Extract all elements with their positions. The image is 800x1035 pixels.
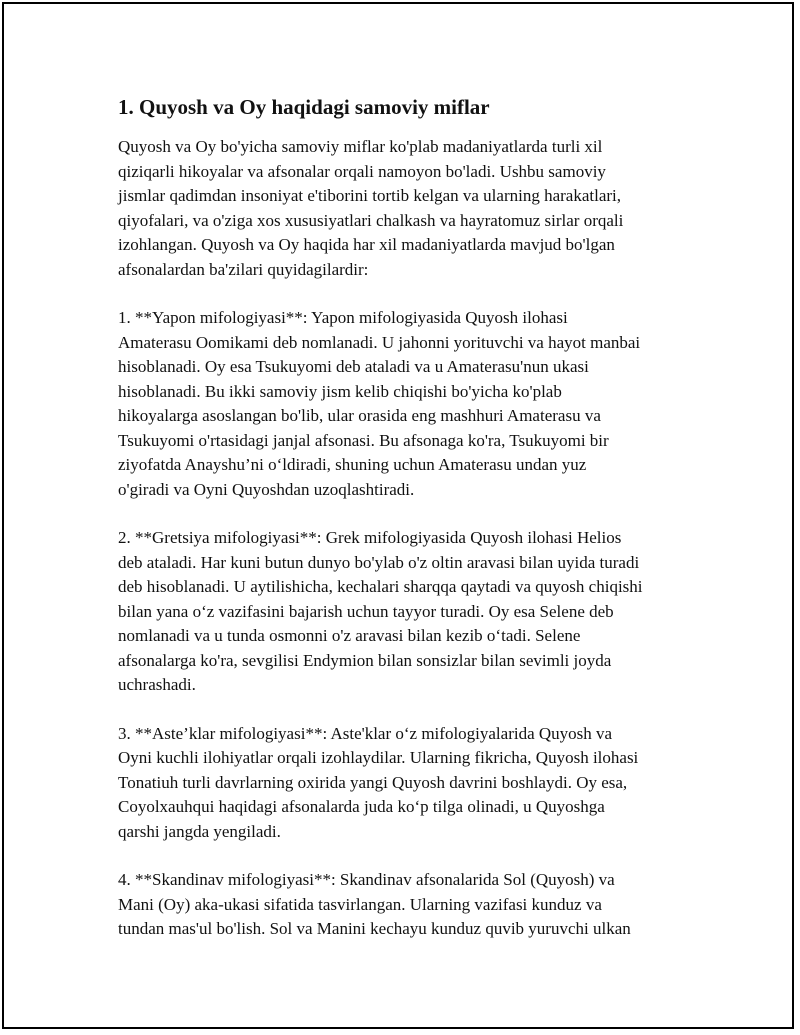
paragraph-norse-mythology: 4. **Skandinav mifologiyasi**: Skandinav afsonalarida Sol (Quyosh) va Mani (Oy) aka-ukasi sifatida tasvirlangan. Ularning vazifasi kunduz va tundan mas'ul bo'lish. Sol va Manini kechayu kunduz quvib yuruvchi ulkan bbox=[118, 870, 631, 938]
paragraph-greek-mythology: 2. **Gretsiya mifologiyasi**: Grek mifologiyasida Quyosh ilohasi Helios deb ataladi. Har kuni butun dunyo bo'ylab o'z oltin aravasi bilan uyida turadi deb hisoblanadi. U aytilishicha, kechalari sharqqa qaytadi va quyosh chiqishi bilan yana o‘z vazifasini bajarish uchun tayyor turadi. Oy esa Selene deb nomlanadi va u tunda osmonni o'z aravasi bilan kezib o‘tadi. Selene afsonalarga ko'ra, sevgilisi Endymion bilan sonsizlar bilan sevimli joyda uchrashadi. bbox=[118, 528, 643, 694]
paragraph-japanese-mythology: 1. **Yapon mifologiyasi**: Yapon mifologiyasida Quyosh ilohasi Amaterasu Oomikami deb nomlanadi. U jahonni yorituvchi va hayot manbai hisoblanadi. Oy esa Tsukuyomi deb ataladi va u Amaterasu'nun ukasi hisoblanadi. Bu ikki samoviy jism kelib chiqishi bo'yicha ko'plab hikoyalarga asoslangan bo'lib, ular orasida eng mashhuri Amaterasu va Tsukuyomi o'rtasidagi janjal afsonasi. Bu afsonaga ko'ra, Tsukuyomi bir ziyofatda Anayshu’ni o‘ldiradi, shuning uchun Amaterasu undan yuz o'giradi va Oyni Quyoshdan uzoqlashtiradi. bbox=[118, 308, 641, 499]
section-heading: 1. Quyosh va Oy haqidagi samoviy miflar bbox=[118, 95, 490, 119]
paragraph-aztec-mythology: 3. **Aste’klar mifologiyasi**: Aste'klar o‘z mifologiyalarida Quyosh va Oyni kuchli ilohiyatlar orqali izohlaydilar. Ularning fikricha, Quyosh ilohasi Tonatiuh turli davrlarning oxirida yangi Quyosh davrini boshlaydi. Oy esa, Coyolxauhqui haqidagi afsonalarda juda ko‘p tilga olinadi, u Quyoshga qarshi jangda yengiladi. bbox=[118, 723, 639, 841]
document-body bbox=[118, 93, 698, 966]
intro-paragraph: Quyosh va Oy bo'yicha samoviy miflar ko'plab madaniyatlarda turli xil qiziqarli hikoyalar va afsonalar orqali namoyon bo'ladi. Ushbu samoviy jismlar qadimdan insoniyat e'tiborini tortib kelgan va ularning harakatlari, qiyofalari, va o'ziga xos xususiyatlari chalkash va hayratomuz sirlar orqali izohlangan. Quyosh va Oy haqida har xil madaniyatlarda mavjud bo'lgan afsonalardan ba'zilari quyidagilardir: bbox=[118, 137, 624, 279]
